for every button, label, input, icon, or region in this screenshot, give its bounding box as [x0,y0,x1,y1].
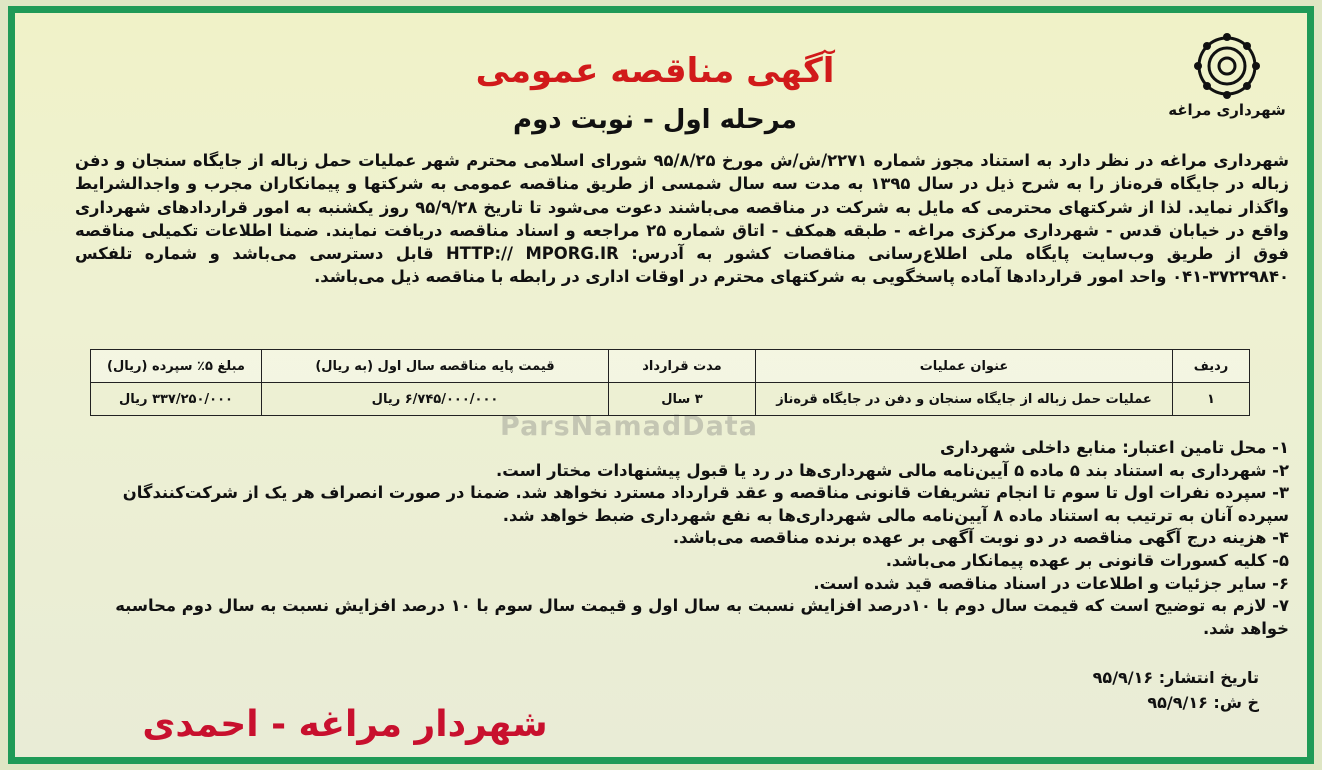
municipality-emblem-icon [1188,33,1266,99]
mayor-signature: شهردار مراغه - احمدی [142,704,548,745]
condition-item: ۵- کلیه کسورات قانونی بر عهده پیمانکار می‌باشد. [885,550,1289,570]
condition-item: ۴- هزینه درج آگهی مناقصه در دو نوبت آگهی بر عهده برنده مناقصه می‌باشد. [672,528,1289,548]
header-contract-duration: مدت قرارداد [609,350,756,383]
header-operation-title: عنوان عملیات [756,350,1173,383]
header-deposit: مبلغ ۵٪ سپرده (ریال) [91,350,262,383]
condition-item: ۷- لازم به توضیح است که قیمت سال دوم با ۱۰درصد افزایش نسبت به سال اول و قیمت سال سوم با ۱۰ درصد افزایش نسبت به سال دوم محاسبه خواهد شد. [115,596,1289,638]
header-base-price: قیمت پایه مناقصه سال اول (به ریال) [262,350,609,383]
table-header-row [91,350,1250,383]
page-title: آگهی مناقصه عمومی [475,51,835,91]
condition-item: ۲- شهرداری به استناد بند ۵ ماده ۵ آیین‌نامه مالی شهرداری‌ها در رد یا قبول پیشنهادات مختار است. [496,460,1289,480]
kh-sh-date: خ ش: ۹۵/۹/۱۶ [1147,693,1259,712]
table-row [91,383,1250,416]
municipality-logo [1167,33,1287,119]
condition-item: ۶- سایر جزئیات و اطلاعات در اسناد مناقصه قید شده است. [813,573,1289,593]
condition-item: ۳- سپرده نفرات اول تا سوم تا انجام تشریفات قانونی مناقصه و عقد قرارداد مسترد نخواهد شد. ضمنا در صورت انصراف هر یک از شرکت‌کنندگان سپرده آنان به ترتیب به استناد ماده ۸ آیین‌نامه مالی شهرداری‌ها به نفع شهرداری ضبط خواهد شد. [122,483,1289,525]
cell-operation-title: عملیات حمل زباله از جایگاه سنجان و دفن در جایگاه قره‌ناز [756,383,1173,416]
cell-base-price: ۶/۷۴۵/۰۰۰/۰۰۰ ریال [262,383,609,416]
page-subtitle: مرحله اول - نوبت دوم [513,105,797,135]
publish-date: تاریخ انتشار: ۹۵/۹/۱۶ [1092,668,1259,687]
cell-deposit: ۳۳۷/۲۵۰/۰۰۰ ریال [91,383,262,416]
cell-contract-duration: ۳ سال [609,383,756,416]
header-row-number: ردیف [1173,350,1250,383]
intro-paragraph: شهرداری مراغه در نظر دارد به استناد مجوز شماره ۲۲۷۱/ش/ش مورخ ۹۵/۸/۲۵ شورای اسلامی محترم شهر عملیات حمل زباله از جایگاه سنجان و دفن زباله در جایگاه قره‌ناز را به شرح ذیل در سال ۱۳۹۵ به مدت سه سال شمسی از طریق مناقصه عمومی به شرکتها و پیمانکاران مجرب و واجدالشرایط واگذار نماید. لذا از شرکتهای محترمی که مایل به شرکت در مناقصه می‌باشند دعوت می‌شود تا تاریخ ۹۵/۹/۲۸ روز یکشنبه به امور قراردادهای شهرداری واقع در خیابان قدس - شهرداری مرکزی مراغه - طبقه همکف - اتاق شماره ۲۵ مراجعه و اسناد مناقصه دریافت نمایند. ضمنا اطلاعات تکمیلی مناقصه فوق از طریق وب‌سایت پایگاه ملی اطلاع‌رسانی مناقصات کشور به آدرس: HTTP:// MPORG.IR قابل دسترسی می‌باشد و شماره تلفکس ۳۷۲۲۹۸۴۰-۰۴۱ واحد امور قراردادها آماده پاسخگویی به شرکتهای محترم در اوقات اداری در رابطه با مناقصه ذیل می‌باشد. [75,151,1290,287]
tender-table [90,349,1250,416]
condition-item: ۱- محل تامین اعتبار: منابع داخلی شهرداری [940,438,1289,457]
conditions-list [75,437,1289,640]
watermark: ParsNamadData [500,411,758,442]
cell-row-number: ۱ [1173,383,1250,416]
dates-block [859,665,1259,715]
logo-text: شهرداری مراغه [1168,101,1286,119]
notice-frame [8,6,1314,764]
